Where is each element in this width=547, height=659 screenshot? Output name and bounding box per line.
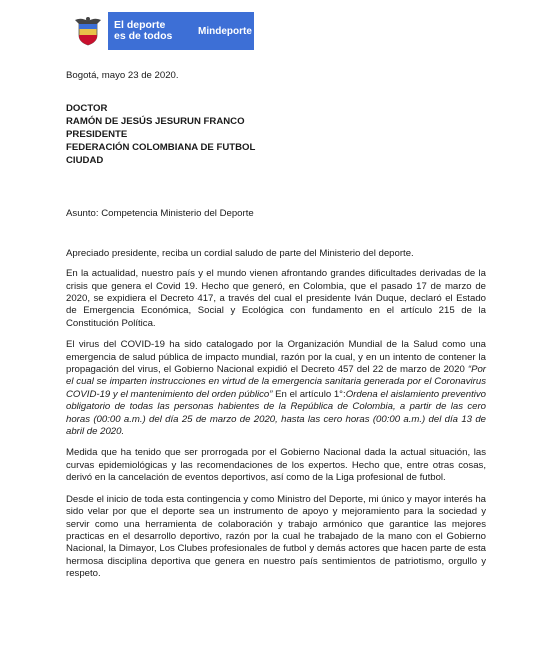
- slogan: [108, 20, 192, 42]
- paragraph-4: Desde el inicio de toda esta contingencia y como Ministro del Deporte, mi único y mayor interés ha sido velar por que el deporte sea un instrumento de apoyo y mejoramiento para la sociedad y servir como una herramienta de colaboración y trabajo armónico que garantice las mejores practicas en el desarrollo deportivo, razón por la cual he trabajado de la mano con el Gobierno Nacional, la Dimayor, Los Clubes profesionales de futbol y demás actores que hacen parte de esta hermosa disciplina deportiva que genera en nuestro país sentimientos de patriotismo, orgullo y respeto.: [66, 493, 486, 580]
- letter-date: Bogotá, mayo 23 de 2020.: [66, 70, 179, 81]
- slogan-line-1: El deporte: [114, 19, 166, 31]
- coat-of-arms-icon: [68, 12, 108, 50]
- letterhead: [68, 12, 254, 50]
- article-text-quote: Ordena el aislamiento preventivo obligatorio de todas las personas habientes de la República de Colombia, a partir de las cero horas (00:00 a.m.) del día 25 de marzo de 2020, hasta las cero horas (00:00 a.m.) del día 13 de abril de 2020.: [66, 388, 486, 438]
- addressee-line: RAMÓN DE JESÚS JESURUN FRANCO: [66, 116, 245, 128]
- paragraph-3: Medida que ha tenido que ser prorrogada por el Gobierno Nacional dada la actual situación, las curvas epidemiológicas y las recomendaciones de los expertos. Hecho que, entre otras cosas, derivó en la cancelación de eventos deportivos, así como de la Liga profesional de futbol.: [66, 447, 486, 484]
- addressee-line: CIUDAD: [66, 154, 104, 166]
- article-ref: En el artículo 1°:: [272, 388, 346, 400]
- addressee-line: PRESIDENTE: [66, 129, 128, 140]
- greeting: Apreciado presidente, reciba un cordial saludo de parte del Ministerio del deporte.: [66, 247, 414, 259]
- slogan-line-2: es de todos: [114, 30, 173, 42]
- letter-body: [66, 70, 486, 590]
- decree-title-quote: “Por el cual se imparten instrucciones en virtud de la emergencia sanitaria generada por el Coronavirus COVID-19 y el mantenimiento del orden público”: [66, 364, 486, 400]
- paragraph-1: En la actualidad, nuestro país y el mundo vienen afrontando grandes dificultades derivadas de la crisis que genera el Covid 19. Hecho que generó, en Colombia, que el pasado 17 de marzo de 2020, se expidiera el Decreto 417, a través del cual el presidente Iván Duque, declaró el Estado de Emergencia Económica, Social y Ecológica con fundamento en el artículo 215 de la Constitución Política.: [66, 268, 486, 329]
- addressee-block: [66, 103, 486, 167]
- addressee-line: FEDERACIÓN COLOMBIANA DE FUTBOL: [66, 141, 256, 153]
- subject-line: Asunto: Competencia Ministerio del Deporte: [66, 208, 254, 220]
- paragraph-2-intro: El virus del COVID-19 ha sido catalogado por la Organización Mundial de la Salud como una emergencia de salud pública de impacto mundial, razón por la cual, y en un intento de contener la propagación del virus, el Gobierno Nacional expidió el Decreto 457 del 22 de marzo de 2020: [66, 339, 486, 376]
- paragraph-2: [66, 339, 486, 438]
- ministry-name: Mindeporte: [198, 25, 252, 37]
- addressee-line: DOCTOR: [66, 103, 108, 115]
